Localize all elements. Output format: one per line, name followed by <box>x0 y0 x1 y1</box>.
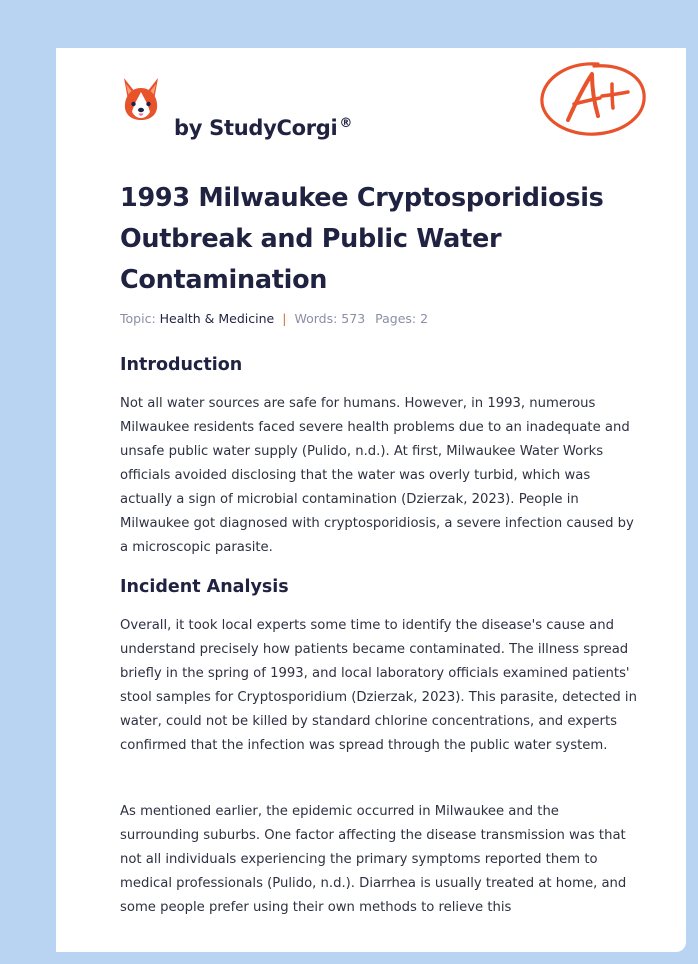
paragraph: Not all water sources are safe for humans. However, in 1993, numerous Milwaukee residents faced severe health problems due to an inadequate and unsafe public water supply (Pulido, n.d.). At first, Milwaukee Water Works officials avoided disclosing that the water was overly turbid, which was actually a sign of microbial contamination (Dzierzak, 2023). People in Milwaukee got diagnosed with cryptosporidiosis, a severe infection caused by a microscopic parasite. <box>120 396 634 555</box>
topic-value[interactable]: Health & Medicine <box>159 311 275 326</box>
topic-label: Topic: <box>120 311 156 326</box>
section-heading-incident-analysis: Incident Analysis <box>120 577 289 597</box>
pages-label: Pages: <box>375 311 417 326</box>
meta-separator: | <box>282 311 287 326</box>
pages-value: 2 <box>420 311 429 326</box>
words-label: Words: <box>294 311 338 326</box>
brand-text: by StudyCorgi <box>174 116 338 140</box>
corgi-logo-icon[interactable] <box>120 76 162 122</box>
page-title: 1993 Milwaukee Cryptosporidiosis Outbreak and Public Water Contamination <box>120 183 604 295</box>
document-card <box>56 48 686 952</box>
paragraph: As mentioned earlier, the epidemic occurred in Milwaukee and the surrounding suburbs. One factor affecting the disease transmission was that not all individuals experiencing the primary symptoms reported them to medical professionals (Pulido, n.d.). Diarrhea is usually treated at home, and some people prefer using their own methods to relieve this <box>120 804 627 915</box>
a-plus-grade-icon <box>538 58 650 142</box>
words-value: 573 <box>341 311 366 326</box>
document-meta <box>120 311 428 326</box>
section-heading-introduction: Introduction <box>120 355 243 375</box>
brand-name[interactable] <box>174 116 352 140</box>
registered-mark: ® <box>339 116 353 131</box>
paragraph: Overall, it took local experts some time to identify the disease's cause and understand precisely how patients became contaminated. The illness spread briefly in the spring of 1993, and local laboratory officials examined patients' stool samples for Cryptosporidium (Dzierzak, 2023). This parasite, detected in water, could not be killed by standard chlorine concentrations, and experts confirmed that the infection was spread through the public water system. <box>120 618 637 753</box>
